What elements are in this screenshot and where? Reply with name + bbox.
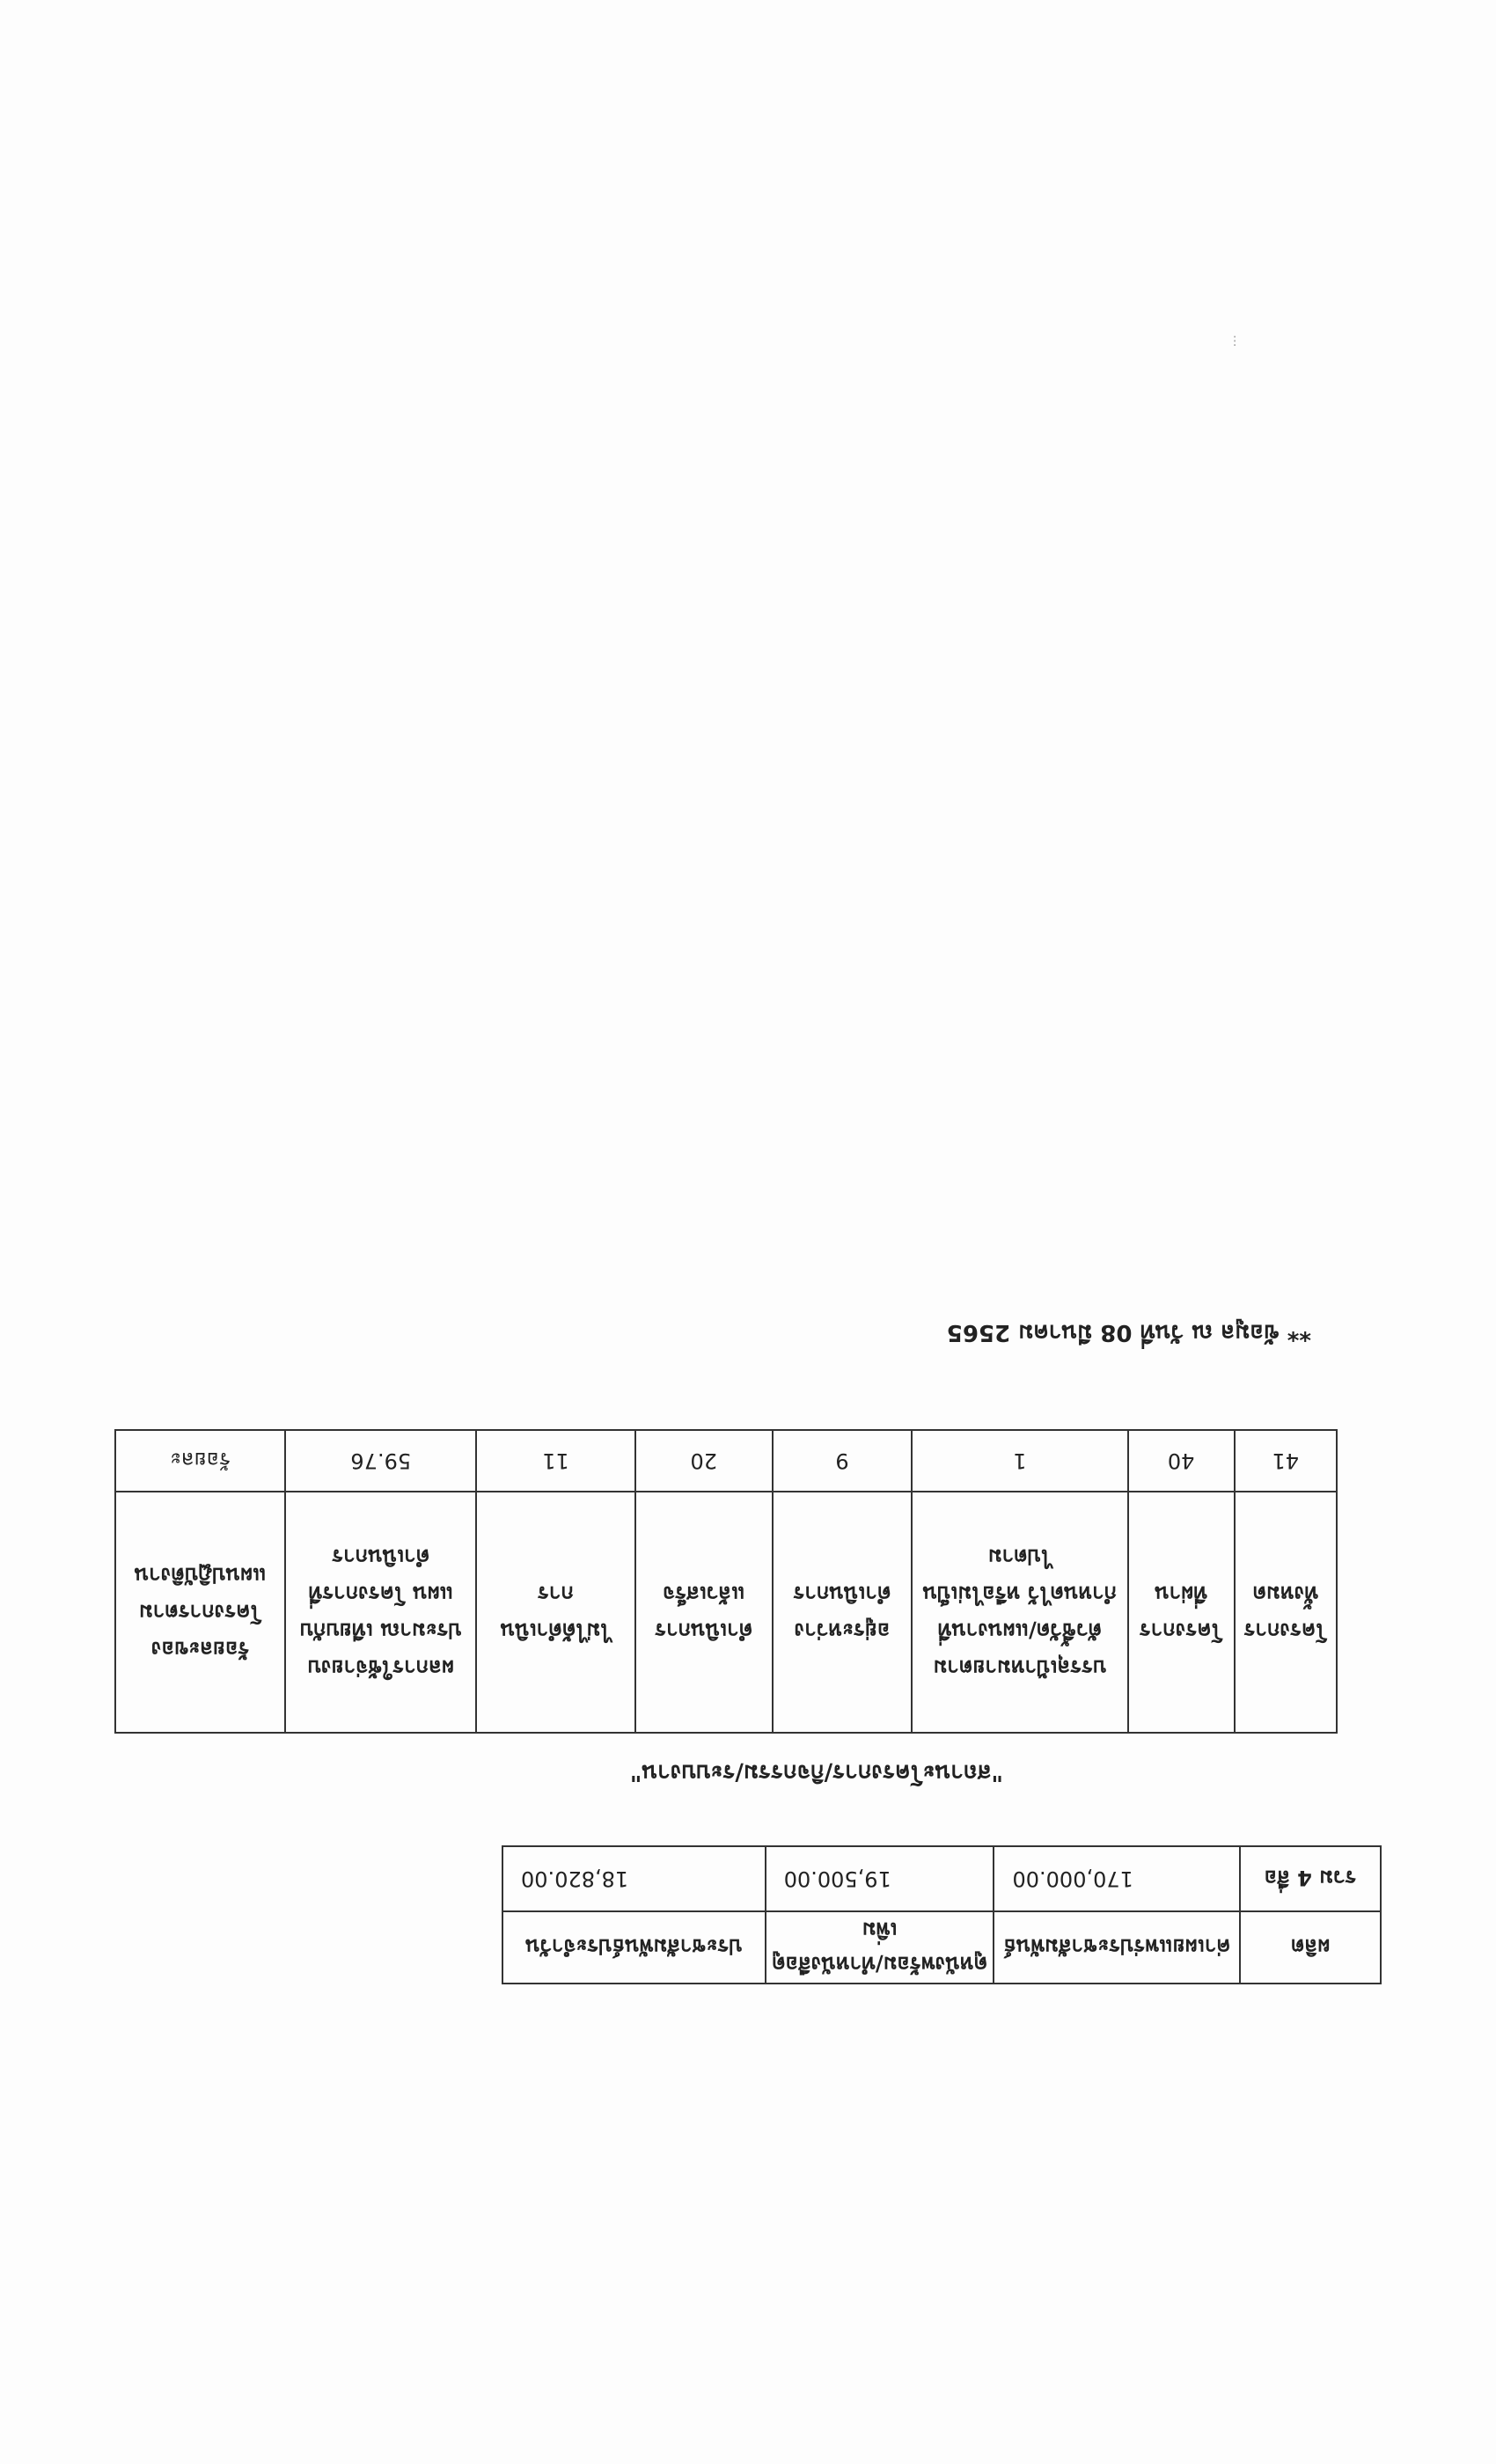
- main-header-not-done: ไม่ได้ดำเนินการ: [476, 1492, 634, 1733]
- summary-table: [502, 1845, 1382, 1984]
- main-header-passed: โครงการที่ผ่าน: [1128, 1492, 1235, 1733]
- scan-speck: ⋮: [1228, 334, 1241, 348]
- summary-header-3: ประชาสัมพันธ์ประจำวัน: [502, 1911, 766, 1984]
- main-header-row: [115, 1492, 1337, 1733]
- main-header-in-progress: อยู่ระหว่างดำเนินการ: [773, 1492, 912, 1733]
- value-in-progress: 9: [773, 1430, 912, 1492]
- main-value-row: [115, 1430, 1337, 1492]
- status-headline: "สถานะโครงการ/กิจกรรม/ระบบงาน": [629, 1759, 1003, 1786]
- summary-header-row: [502, 1911, 1381, 1984]
- value-passed: 40: [1128, 1430, 1235, 1492]
- value-total: 41: [1235, 1430, 1337, 1492]
- value-not-done: 11: [476, 1430, 634, 1492]
- summary-row-label: รวม 4 สื่อ: [1240, 1846, 1381, 1911]
- main-header-completed: ดำเนินการแล้วเสร็จ: [635, 1492, 773, 1733]
- main-header-spending: ผลการใช้จ่ายงบประมาณ เทียบกับแผน โครงการที่ดำเนินการ: [285, 1492, 476, 1733]
- value-spending: 59.76: [285, 1430, 476, 1492]
- value-percent: ร้อยละ: [115, 1430, 285, 1492]
- project-status-table: [114, 1429, 1338, 1734]
- summary-value-2: 19,500.00: [766, 1846, 994, 1911]
- data-date-footnote: ** ข้อมูล ณ วันที่ 08 มีนาคม 2565: [946, 1319, 1311, 1346]
- value-target: 1: [912, 1430, 1128, 1492]
- summary-value-budget: 170,000.00: [994, 1846, 1240, 1911]
- summary-header-1: ค่าเผยแพร่ประชาสัมพันธ์: [994, 1911, 1240, 1984]
- value-completed: 20: [635, 1430, 773, 1492]
- summary-header-0: ผลิต: [1240, 1911, 1381, 1984]
- main-header-target: บรรลุเป้าหมายตามตัวชี้วัด/แผนงานที่กำหนดไว้ หรือไม่เป็นไปตาม: [912, 1492, 1128, 1733]
- main-header-percent: ร้อยละของโครงการตามแผนปฏิบัติงาน: [115, 1492, 285, 1733]
- summary-data-row: [502, 1846, 1381, 1911]
- summary-value-3: 18,820.00: [502, 1846, 766, 1911]
- summary-header-2: ดูหนังพร้อม/ทำหนังสือดูเพิ่ม: [766, 1911, 994, 1984]
- main-header-total: โครงการทั้งหมด: [1235, 1492, 1337, 1733]
